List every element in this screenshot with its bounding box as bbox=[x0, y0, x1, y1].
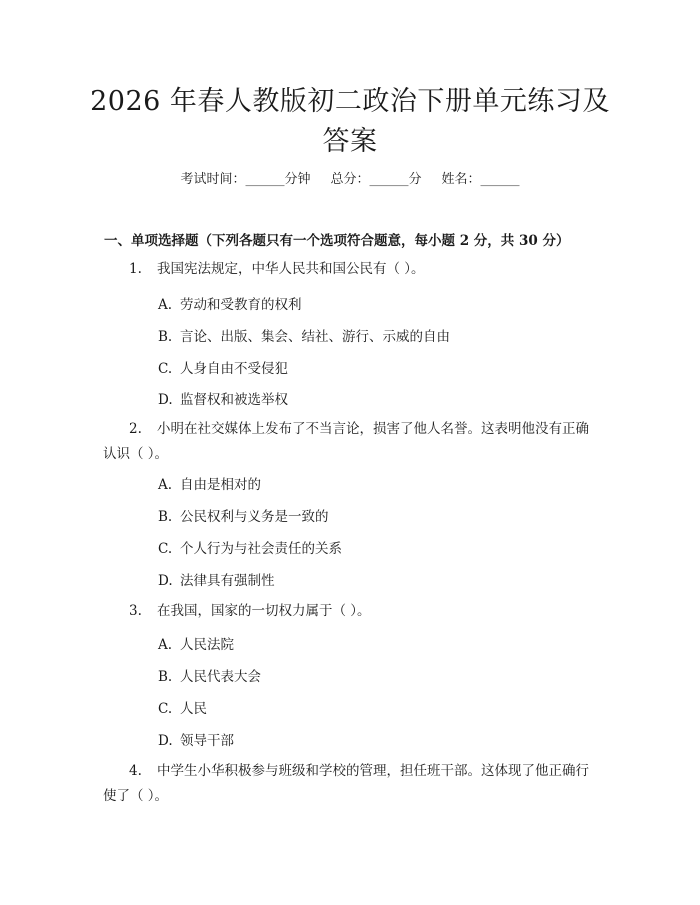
option-letter: C. bbox=[158, 541, 173, 557]
option-text: 监督权和被选举权 bbox=[180, 392, 288, 408]
option-letter: B. bbox=[158, 329, 173, 345]
option-text: 自由是相对的 bbox=[180, 477, 261, 493]
question-3-option-d bbox=[158, 729, 234, 749]
question-2-option-b bbox=[158, 505, 329, 525]
exam-time-field: 考试时间：______分钟 bbox=[180, 172, 311, 187]
option-letter: A. bbox=[158, 637, 173, 653]
option-letter: C. bbox=[158, 701, 173, 717]
question-stem: 在我国，国家的一切权力属于（ ）。 bbox=[157, 603, 371, 619]
question-2-option-d bbox=[158, 569, 275, 589]
document-title: 2026 年春人教版初二政治下册单元练习及答案 bbox=[90, 86, 610, 157]
question-2 bbox=[103, 417, 593, 467]
student-name-field: 姓名：______ bbox=[441, 172, 520, 187]
total-score-field: 总分：______分 bbox=[330, 172, 422, 187]
option-text: 人民代表大会 bbox=[180, 669, 261, 685]
question-2-option-a bbox=[158, 473, 261, 493]
question-3 bbox=[103, 599, 593, 624]
question-stem: 中学生小华积极参与班级和学校的管理，担任班干部。这体现了他正确行使了（ ）。 bbox=[103, 763, 589, 804]
question-2-option-c bbox=[158, 537, 342, 557]
exam-meta bbox=[0, 168, 700, 187]
option-text: 人身自由不受侵犯 bbox=[180, 361, 288, 377]
option-letter: D. bbox=[158, 733, 173, 749]
option-text: 人民 bbox=[180, 701, 207, 717]
question-number: 1. bbox=[129, 261, 142, 277]
option-letter: C. bbox=[158, 361, 173, 377]
question-1-option-d bbox=[158, 388, 288, 408]
option-letter: B. bbox=[158, 509, 173, 525]
question-3-option-b bbox=[158, 665, 261, 685]
question-3-option-c bbox=[158, 697, 207, 717]
option-letter: D. bbox=[158, 392, 173, 408]
question-number: 3. bbox=[129, 603, 142, 619]
option-text: 劳动和受教育的权利 bbox=[180, 297, 302, 313]
option-text: 领导干部 bbox=[180, 733, 234, 749]
question-1-option-c bbox=[158, 357, 288, 377]
option-letter: A. bbox=[158, 297, 173, 313]
option-text: 言论、出版、集会、结社、游行、示威的自由 bbox=[180, 329, 450, 345]
question-stem: 我国宪法规定，中华人民共和国公民有（ ）。 bbox=[157, 261, 425, 277]
section-heading: 一、单项选择题（下列各题只有一个选项符合题意，每小题 2 分，共 30 分） bbox=[104, 233, 570, 249]
option-text: 个人行为与社会责任的关系 bbox=[180, 541, 342, 557]
option-letter: B. bbox=[158, 669, 173, 685]
question-number: 4. bbox=[129, 763, 142, 779]
option-text: 法律具有强制性 bbox=[180, 573, 275, 589]
question-3-option-a bbox=[158, 633, 234, 653]
question-1-option-a bbox=[158, 293, 302, 313]
question-1-option-b bbox=[158, 325, 450, 345]
option-letter: D. bbox=[158, 573, 173, 589]
question-stem: 小明在社交媒体上发布了不当言论，损害了他人名誉。这表明他没有正确认识（ ）。 bbox=[103, 421, 589, 462]
question-1 bbox=[103, 257, 593, 282]
question-4 bbox=[103, 759, 593, 809]
option-text: 公民权利与义务是一致的 bbox=[180, 509, 329, 525]
option-text: 人民法院 bbox=[180, 637, 234, 653]
question-number: 2. bbox=[129, 421, 142, 437]
option-letter: A. bbox=[158, 477, 173, 493]
